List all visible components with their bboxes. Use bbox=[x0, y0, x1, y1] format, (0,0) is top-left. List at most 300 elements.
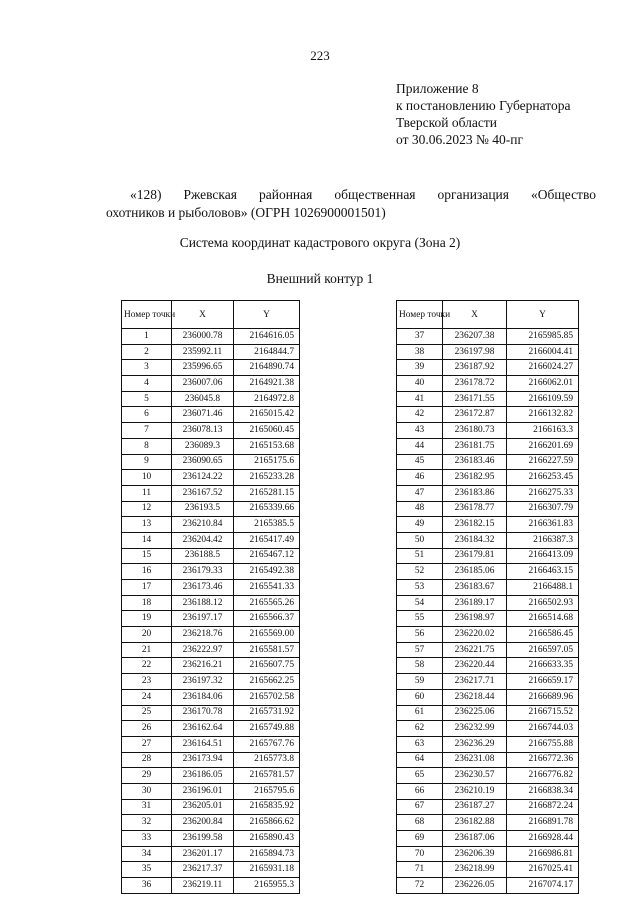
table-row bbox=[397, 501, 579, 517]
table-row bbox=[122, 674, 300, 690]
y-cell: 2166253.45 bbox=[507, 470, 579, 486]
y-cell: 2165565.26 bbox=[234, 595, 300, 611]
y-cell: 2166275.33 bbox=[507, 485, 579, 501]
table-row bbox=[122, 564, 300, 580]
table-row bbox=[122, 391, 300, 407]
point-number-cell: 67 bbox=[397, 799, 443, 815]
table-row bbox=[122, 736, 300, 752]
y-cell: 2165541.33 bbox=[234, 580, 300, 596]
point-number-cell: 40 bbox=[397, 376, 443, 392]
y-cell: 2166387.3 bbox=[507, 532, 579, 548]
table-row bbox=[122, 580, 300, 596]
appendix-line-2: к постановлению Губернатора bbox=[396, 98, 571, 113]
x-cell: 236210.19 bbox=[443, 783, 507, 799]
x-cell: 236000.78 bbox=[172, 329, 234, 345]
y-cell: 2165866.62 bbox=[234, 815, 300, 831]
y-cell: 2166755.88 bbox=[507, 736, 579, 752]
organization-title bbox=[106, 186, 596, 222]
table-row bbox=[397, 595, 579, 611]
point-number-cell: 55 bbox=[397, 611, 443, 627]
table-row bbox=[122, 470, 300, 486]
y-cell: 2166772.36 bbox=[507, 752, 579, 768]
point-number-cell: 35 bbox=[122, 862, 172, 878]
table-row bbox=[397, 470, 579, 486]
y-cell: 2166689.96 bbox=[507, 689, 579, 705]
table-row bbox=[397, 454, 579, 470]
x-cell: 236179.81 bbox=[443, 548, 507, 564]
x-cell: 236007.06 bbox=[172, 376, 234, 392]
point-number-cell: 18 bbox=[122, 595, 172, 611]
y-cell: 2166715.52 bbox=[507, 705, 579, 721]
x-cell: 236179.33 bbox=[172, 564, 234, 580]
point-number-cell: 50 bbox=[397, 532, 443, 548]
point-number-cell: 4 bbox=[122, 376, 172, 392]
y-cell: 2166502.93 bbox=[507, 595, 579, 611]
x-cell: 236217.37 bbox=[172, 862, 234, 878]
table-row bbox=[122, 878, 300, 894]
table-row bbox=[397, 423, 579, 439]
x-cell: 236188.12 bbox=[172, 595, 234, 611]
x-cell: 236221.75 bbox=[443, 642, 507, 658]
header-x: X bbox=[172, 301, 234, 329]
y-cell: 2166872.24 bbox=[507, 799, 579, 815]
x-cell: 236230.57 bbox=[443, 768, 507, 784]
y-cell: 2165781.57 bbox=[234, 768, 300, 784]
point-number-cell: 69 bbox=[397, 831, 443, 847]
table-row bbox=[397, 862, 579, 878]
y-cell: 2165773.8 bbox=[234, 752, 300, 768]
y-cell: 2164616.05 bbox=[234, 329, 300, 345]
table-row bbox=[122, 595, 300, 611]
x-cell: 236200.84 bbox=[172, 815, 234, 831]
x-cell: 236173.46 bbox=[172, 580, 234, 596]
point-number-cell: 49 bbox=[397, 517, 443, 533]
point-number-cell: 42 bbox=[397, 407, 443, 423]
y-cell: 2165492.38 bbox=[234, 564, 300, 580]
x-cell: 236199.58 bbox=[172, 831, 234, 847]
coordinates-table-right bbox=[396, 300, 579, 894]
y-cell: 2166633.35 bbox=[507, 658, 579, 674]
y-cell: 2165281.15 bbox=[234, 485, 300, 501]
y-cell: 2166891.78 bbox=[507, 815, 579, 831]
x-cell: 236206.39 bbox=[443, 846, 507, 862]
header-x: X bbox=[443, 301, 507, 329]
x-cell: 236225.06 bbox=[443, 705, 507, 721]
table-row bbox=[397, 752, 579, 768]
header-y: Y bbox=[507, 301, 579, 329]
x-cell: 236189.17 bbox=[443, 595, 507, 611]
y-cell: 2165339.66 bbox=[234, 501, 300, 517]
x-cell: 236172.87 bbox=[443, 407, 507, 423]
point-number-cell: 7 bbox=[122, 423, 172, 439]
table-row bbox=[122, 517, 300, 533]
x-cell: 236164.51 bbox=[172, 736, 234, 752]
table-row bbox=[397, 344, 579, 360]
x-cell: 236231.08 bbox=[443, 752, 507, 768]
coordinates-table-left bbox=[121, 300, 300, 894]
y-cell: 2164890.74 bbox=[234, 360, 300, 376]
table-header-row bbox=[122, 301, 300, 329]
table-row bbox=[397, 831, 579, 847]
x-cell: 236170.78 bbox=[172, 705, 234, 721]
y-cell: 2165749.88 bbox=[234, 721, 300, 737]
table-row bbox=[122, 689, 300, 705]
point-number-cell: 20 bbox=[122, 627, 172, 643]
table-row bbox=[397, 360, 579, 376]
x-cell: 236193.5 bbox=[172, 501, 234, 517]
y-cell: 2165566.37 bbox=[234, 611, 300, 627]
x-cell: 236171.55 bbox=[443, 391, 507, 407]
point-number-cell: 8 bbox=[122, 438, 172, 454]
table-row bbox=[397, 721, 579, 737]
point-number-cell: 36 bbox=[122, 878, 172, 894]
point-number-cell: 19 bbox=[122, 611, 172, 627]
x-cell: 236162.64 bbox=[172, 721, 234, 737]
x-cell: 236218.76 bbox=[172, 627, 234, 643]
point-number-cell: 21 bbox=[122, 642, 172, 658]
x-cell: 236210.84 bbox=[172, 517, 234, 533]
table-row bbox=[122, 501, 300, 517]
x-cell: 236196.01 bbox=[172, 783, 234, 799]
point-number-cell: 39 bbox=[397, 360, 443, 376]
point-number-cell: 9 bbox=[122, 454, 172, 470]
x-cell: 236182.15 bbox=[443, 517, 507, 533]
y-cell: 2165385.5 bbox=[234, 517, 300, 533]
table-row bbox=[397, 627, 579, 643]
point-number-cell: 63 bbox=[397, 736, 443, 752]
organization-line-2: охотников и рыболовов» (ОГРН 1026900001501) bbox=[106, 205, 386, 220]
table-row bbox=[122, 423, 300, 439]
point-number-cell: 33 bbox=[122, 831, 172, 847]
point-number-cell: 17 bbox=[122, 580, 172, 596]
x-cell: 236197.98 bbox=[443, 344, 507, 360]
y-cell: 2165607.75 bbox=[234, 658, 300, 674]
y-cell: 2166307.79 bbox=[507, 501, 579, 517]
y-cell: 2166463.15 bbox=[507, 564, 579, 580]
x-cell: 236197.32 bbox=[172, 674, 234, 690]
y-cell: 2165060.45 bbox=[234, 423, 300, 439]
x-cell: 235992.11 bbox=[172, 344, 234, 360]
x-cell: 236226.05 bbox=[443, 878, 507, 894]
y-cell: 2165985.85 bbox=[507, 329, 579, 345]
y-cell: 2164844.7 bbox=[234, 344, 300, 360]
point-number-cell: 27 bbox=[122, 736, 172, 752]
x-cell: 236187.06 bbox=[443, 831, 507, 847]
table-row bbox=[397, 736, 579, 752]
table-row bbox=[397, 846, 579, 862]
y-cell: 2165702.58 bbox=[234, 689, 300, 705]
appendix-line-4: от 30.06.2023 № 40-пг bbox=[396, 132, 523, 147]
point-number-cell: 15 bbox=[122, 548, 172, 564]
point-number-cell: 53 bbox=[397, 580, 443, 596]
page-number: 223 bbox=[310, 48, 330, 63]
table-row bbox=[122, 611, 300, 627]
point-number-cell: 56 bbox=[397, 627, 443, 643]
point-number-cell: 72 bbox=[397, 878, 443, 894]
table-row bbox=[122, 705, 300, 721]
table-row bbox=[397, 815, 579, 831]
x-cell: 236183.46 bbox=[443, 454, 507, 470]
y-cell: 2166062.01 bbox=[507, 376, 579, 392]
table-row bbox=[397, 878, 579, 894]
x-cell: 236180.73 bbox=[443, 423, 507, 439]
point-number-cell: 44 bbox=[397, 438, 443, 454]
point-number-cell: 54 bbox=[397, 595, 443, 611]
table-row bbox=[122, 783, 300, 799]
x-cell: 236201.17 bbox=[172, 846, 234, 862]
x-cell: 236205.01 bbox=[172, 799, 234, 815]
y-cell: 2167025.41 bbox=[507, 862, 579, 878]
table-header-row bbox=[397, 301, 579, 329]
y-cell: 2166024.27 bbox=[507, 360, 579, 376]
x-cell: 236220.02 bbox=[443, 627, 507, 643]
table-row bbox=[397, 532, 579, 548]
point-number-cell: 22 bbox=[122, 658, 172, 674]
y-cell: 2166928.44 bbox=[507, 831, 579, 847]
table-row bbox=[122, 831, 300, 847]
table-row bbox=[122, 344, 300, 360]
x-cell: 236236.29 bbox=[443, 736, 507, 752]
table-row bbox=[397, 689, 579, 705]
organization-line-1: «128) Ржевская районная общественная организация «Общество bbox=[130, 187, 596, 202]
point-number-cell: 48 bbox=[397, 501, 443, 517]
table-row bbox=[122, 846, 300, 862]
x-cell: 236187.92 bbox=[443, 360, 507, 376]
y-cell: 2166659.17 bbox=[507, 674, 579, 690]
y-cell: 2166597.05 bbox=[507, 642, 579, 658]
table-row bbox=[397, 438, 579, 454]
x-cell: 236207.38 bbox=[443, 329, 507, 345]
point-number-cell: 1 bbox=[122, 329, 172, 345]
table-row bbox=[397, 485, 579, 501]
table-row bbox=[397, 658, 579, 674]
x-cell: 236124.22 bbox=[172, 470, 234, 486]
point-number-cell: 28 bbox=[122, 752, 172, 768]
table-row bbox=[397, 783, 579, 799]
table-row bbox=[122, 768, 300, 784]
y-cell: 2166109.59 bbox=[507, 391, 579, 407]
appendix-header bbox=[396, 80, 570, 148]
table-row bbox=[122, 376, 300, 392]
x-cell: 236188.5 bbox=[172, 548, 234, 564]
point-number-cell: 6 bbox=[122, 407, 172, 423]
table-row bbox=[397, 674, 579, 690]
x-cell: 236204.42 bbox=[172, 532, 234, 548]
point-number-cell: 11 bbox=[122, 485, 172, 501]
table-row bbox=[397, 376, 579, 392]
y-cell: 2165153.68 bbox=[234, 438, 300, 454]
y-cell: 2165890.43 bbox=[234, 831, 300, 847]
y-cell: 2166413.09 bbox=[507, 548, 579, 564]
point-number-cell: 65 bbox=[397, 768, 443, 784]
point-number-cell: 71 bbox=[397, 862, 443, 878]
table-row bbox=[122, 329, 300, 345]
point-number-cell: 13 bbox=[122, 517, 172, 533]
x-cell: 236198.97 bbox=[443, 611, 507, 627]
point-number-cell: 41 bbox=[397, 391, 443, 407]
table-row bbox=[397, 517, 579, 533]
y-cell: 2165955.3 bbox=[234, 878, 300, 894]
point-number-cell: 70 bbox=[397, 846, 443, 862]
point-number-cell: 68 bbox=[397, 815, 443, 831]
table-row bbox=[397, 611, 579, 627]
header-point-number: Номер точки bbox=[122, 301, 172, 329]
table-row bbox=[397, 768, 579, 784]
y-cell: 2166163.3 bbox=[507, 423, 579, 439]
point-number-cell: 12 bbox=[122, 501, 172, 517]
table-row bbox=[397, 642, 579, 658]
table-row bbox=[397, 391, 579, 407]
y-cell: 2166227.59 bbox=[507, 454, 579, 470]
point-number-cell: 58 bbox=[397, 658, 443, 674]
y-cell: 2165931.18 bbox=[234, 862, 300, 878]
y-cell: 2165233.28 bbox=[234, 470, 300, 486]
y-cell: 2164972.8 bbox=[234, 391, 300, 407]
x-cell: 236182.88 bbox=[443, 815, 507, 831]
x-cell: 236182.95 bbox=[443, 470, 507, 486]
contour-title: Внешний контур 1 bbox=[266, 271, 374, 286]
y-cell: 2166776.82 bbox=[507, 768, 579, 784]
x-cell: 235996.65 bbox=[172, 360, 234, 376]
y-cell: 2166201.69 bbox=[507, 438, 579, 454]
table-row bbox=[122, 360, 300, 376]
y-cell: 2165015.42 bbox=[234, 407, 300, 423]
x-cell: 236186.05 bbox=[172, 768, 234, 784]
table-row bbox=[122, 438, 300, 454]
x-cell: 236232.99 bbox=[443, 721, 507, 737]
point-number-cell: 61 bbox=[397, 705, 443, 721]
point-number-cell: 46 bbox=[397, 470, 443, 486]
point-number-cell: 52 bbox=[397, 564, 443, 580]
point-number-cell: 37 bbox=[397, 329, 443, 345]
x-cell: 236184.32 bbox=[443, 532, 507, 548]
point-number-cell: 24 bbox=[122, 689, 172, 705]
y-cell: 2165581.57 bbox=[234, 642, 300, 658]
point-number-cell: 10 bbox=[122, 470, 172, 486]
point-number-cell: 59 bbox=[397, 674, 443, 690]
header-y: Y bbox=[234, 301, 300, 329]
point-number-cell: 64 bbox=[397, 752, 443, 768]
table-row bbox=[122, 799, 300, 815]
appendix-line-3: Тверской области bbox=[396, 115, 497, 130]
y-cell: 2166488.1 bbox=[507, 580, 579, 596]
y-cell: 2165175.6 bbox=[234, 454, 300, 470]
y-cell: 2166986.81 bbox=[507, 846, 579, 862]
point-number-cell: 26 bbox=[122, 721, 172, 737]
y-cell: 2166514.68 bbox=[507, 611, 579, 627]
x-cell: 236219.11 bbox=[172, 878, 234, 894]
y-cell: 2165662.25 bbox=[234, 674, 300, 690]
point-number-cell: 57 bbox=[397, 642, 443, 658]
y-cell: 2165467.12 bbox=[234, 548, 300, 564]
y-cell: 2165417.49 bbox=[234, 532, 300, 548]
x-cell: 236090.65 bbox=[172, 454, 234, 470]
x-cell: 236167.52 bbox=[172, 485, 234, 501]
y-cell: 2165835.92 bbox=[234, 799, 300, 815]
x-cell: 236218.44 bbox=[443, 689, 507, 705]
point-number-cell: 32 bbox=[122, 815, 172, 831]
x-cell: 236089.3 bbox=[172, 438, 234, 454]
y-cell: 2166132.82 bbox=[507, 407, 579, 423]
table-row bbox=[122, 752, 300, 768]
y-cell: 2167074.17 bbox=[507, 878, 579, 894]
x-cell: 236185.06 bbox=[443, 564, 507, 580]
point-number-cell: 43 bbox=[397, 423, 443, 439]
table-row bbox=[122, 485, 300, 501]
x-cell: 236220.44 bbox=[443, 658, 507, 674]
point-number-cell: 2 bbox=[122, 344, 172, 360]
y-cell: 2166004.41 bbox=[507, 344, 579, 360]
point-number-cell: 51 bbox=[397, 548, 443, 564]
x-cell: 236184.06 bbox=[172, 689, 234, 705]
x-cell: 236078.13 bbox=[172, 423, 234, 439]
point-number-cell: 23 bbox=[122, 674, 172, 690]
point-number-cell: 16 bbox=[122, 564, 172, 580]
table-row bbox=[122, 862, 300, 878]
y-cell: 2165731.92 bbox=[234, 705, 300, 721]
x-cell: 236045.8 bbox=[172, 391, 234, 407]
header-point-number: Номер точки bbox=[397, 301, 443, 329]
point-number-cell: 30 bbox=[122, 783, 172, 799]
point-number-cell: 5 bbox=[122, 391, 172, 407]
coordinate-system-title: Система координат кадастрового округа (Зона 2) bbox=[179, 235, 461, 250]
point-number-cell: 38 bbox=[397, 344, 443, 360]
x-cell: 236178.72 bbox=[443, 376, 507, 392]
y-cell: 2166744.03 bbox=[507, 721, 579, 737]
x-cell: 236178.77 bbox=[443, 501, 507, 517]
table-row bbox=[397, 580, 579, 596]
point-number-cell: 60 bbox=[397, 689, 443, 705]
x-cell: 236173.94 bbox=[172, 752, 234, 768]
appendix-line-1: Приложение 8 bbox=[396, 81, 479, 96]
y-cell: 2166361.83 bbox=[507, 517, 579, 533]
x-cell: 236222.97 bbox=[172, 642, 234, 658]
x-cell: 236187.27 bbox=[443, 799, 507, 815]
table-row bbox=[122, 658, 300, 674]
table-row bbox=[122, 548, 300, 564]
table-row bbox=[122, 627, 300, 643]
table-row bbox=[122, 815, 300, 831]
point-number-cell: 47 bbox=[397, 485, 443, 501]
x-cell: 236181.75 bbox=[443, 438, 507, 454]
point-number-cell: 25 bbox=[122, 705, 172, 721]
x-cell: 236071.46 bbox=[172, 407, 234, 423]
table-row bbox=[122, 721, 300, 737]
table-row bbox=[397, 548, 579, 564]
table-row bbox=[397, 564, 579, 580]
y-cell: 2165894.73 bbox=[234, 846, 300, 862]
y-cell: 2166838.34 bbox=[507, 783, 579, 799]
table-row bbox=[122, 407, 300, 423]
x-cell: 236197.17 bbox=[172, 611, 234, 627]
point-number-cell: 45 bbox=[397, 454, 443, 470]
point-number-cell: 3 bbox=[122, 360, 172, 376]
table-row bbox=[122, 642, 300, 658]
table-row bbox=[122, 532, 300, 548]
table-row bbox=[397, 705, 579, 721]
y-cell: 2165795.6 bbox=[234, 783, 300, 799]
x-cell: 236217.71 bbox=[443, 674, 507, 690]
x-cell: 236218.99 bbox=[443, 862, 507, 878]
x-cell: 236183.67 bbox=[443, 580, 507, 596]
point-number-cell: 34 bbox=[122, 846, 172, 862]
point-number-cell: 31 bbox=[122, 799, 172, 815]
table-row bbox=[122, 454, 300, 470]
y-cell: 2166586.45 bbox=[507, 627, 579, 643]
y-cell: 2165569.00 bbox=[234, 627, 300, 643]
y-cell: 2165767.76 bbox=[234, 736, 300, 752]
point-number-cell: 14 bbox=[122, 532, 172, 548]
